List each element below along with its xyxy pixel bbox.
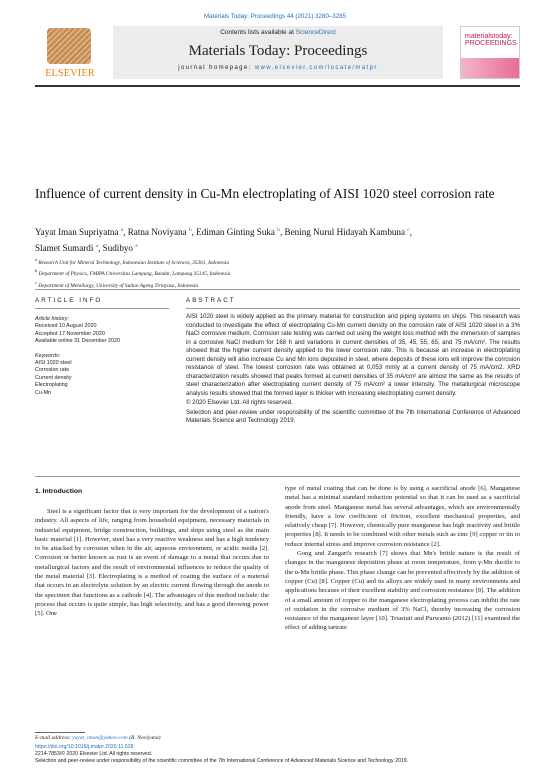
affiliation-item — [35, 267, 520, 278]
doi-link[interactable]: https://doi.org/10.1016/j.matpr.2020.11.528 — [35, 744, 134, 750]
keyword-item: Current density — [35, 374, 72, 381]
corresponding-email — [35, 735, 269, 741]
author-affil-link[interactable]: a — [95, 243, 99, 250]
intro-right-column — [285, 484, 520, 633]
journal-title: Materials Today: Proceedings — [188, 43, 368, 59]
intro-paragraph: Gong and Zangari's research [7] shows that Mn's brittle nature is the result of changes in the manganese deposition phase at room temperature, from γ-Mn ductile to the α-Mn brittle phase. This phase change can be prevented effectively by the addition of copper (Cu) [8]. Copper (Cu) and its alloys are widely used in many environments and applications because of their excellent stability and corrosion resistance [9]. The addition of a small amount of copper to the manganese electroplating process can inhibit the rate of oxidation in the corrosive medium of 3% NaCl, thereby increasing the corrosion resistance of the manganese layer [10]. Triastuti and Purwanto (2012) [11] examined the effect of adding tartrate — [285, 550, 520, 632]
homepage-link[interactable]: www.elsevier.com/locate/matpr — [254, 65, 378, 71]
history-label: Article history: — [35, 316, 69, 322]
abstract-paragraph: AISI 1020 steel is widely applied as the primary material for construction and piping systems on ships. This research was conducted to investigate the effect of electroplating Cu-Mn current density on the corrosion rate of AISI 1020 steel in a 3% NaCl corrosive medium. Corrosion rate testing was carried out using the weight loss method with the immersion of samples in a corrosive NaCl medium for 168 h and variations in current densities of 35, 45, 55, 65, and 75 mA/cm². The results showed that the higher current density applied to the lower corrosion rate. This is because an increase in electroplating current density will also increase Cu and Mn ions deposited in steel, where deposits of these ions will improve the corrosion resistance of steel. The lowest corrosion rate was obtained at 0,053 mmly at a current density of 75 mA/cm2. XRD characterization results showed that peaks formed at current densities of 35 mA/cm² are almost the same as the results of steel characterization after electroplating current density of 75 mA/cm² a lower intensity. The metallurgical microscope analysis results showed that the formed layer is thicker with increasing electroplating current density. — [186, 313, 520, 397]
peer-review-note: Selection and peer-review under responsibility of the scientific committee of the 7th International Conference of Advanced Materials Science and Technology 2019. — [186, 408, 520, 424]
article-footer — [35, 744, 520, 764]
history-item: Accepted 17 November 2020 — [35, 330, 105, 337]
responsibility-line: Selection and peer-review under responsibility of the scientific committee of the 7th International Conference of Advanced Materials Science and Technology 2019. — [35, 757, 409, 764]
issn-line: 2214-7853/© 2020 Elsevier Ltd. All rights reserved. — [35, 750, 153, 757]
article-info-heading: ARTICLE INFO — [35, 297, 103, 304]
sciencedirect-link[interactable]: ScienceDirect — [295, 29, 336, 36]
author-name: Bening Nurul Hidayah Kambuna — [284, 227, 405, 238]
author-list: Yayat Iman Supriyatna $^a$, Ratna Noviyana $^b$, Ediman Ginting Suka $^b$, Bening Nurul Hidayah Kambuna $^c$, Slamet Sumardi $^a$, Sudibyo $^a$ — [35, 227, 413, 254]
header-divider — [35, 289, 520, 290]
intro-paragraph: type of metal coating that can be done is by using a sacrificial anode [6]. Manganese metal has a minimal standard reduction potential so that it can be used as a sacrificial anode from steel. Manganese metal has several advantages, which are environmentally friendly, have a low coefficient of friction, excellent mechanical properties, and relatively cheap [7]. However, chemically pure manganese has high reactivity and brittle properties [8]. It needs to be combined with other metals such as zinc [9] copper or tin to reduce internal stress and improve corrosion resistance [2]. — [285, 485, 520, 548]
affiliation-list — [35, 256, 520, 290]
abstract-body — [186, 313, 520, 427]
author-affil-link[interactable]: a — [135, 243, 138, 250]
author-affil-link[interactable]: c — [407, 227, 410, 233]
contents-line — [113, 26, 443, 36]
keywords-label: Keywords: — [35, 352, 61, 359]
elsevier-tree-icon — [47, 28, 91, 64]
intro-left-column: Steel is a significant factor that is very important for the development of a nation's industry. All aspects of life, ranging from household equipment, necessary materials in industrial equipment, bridge construction, buildings, and ships using steel as the main basic material [1]. However, steel has a very reactive weakness and has a high tendency to be attacked by corrosion when in the air, aqueous environment, or acidic media [2]. Corrosion or better known as rust is an event of damage to a metal that occurs due to metallurgical factors and the result of environmental influences to reduce the quality of the metal material [3]. Electroplating is a method of coating the surface of a material that occurs in an electrolyte solution by an electric current flowing through the anode to the specimen that functions as a cathode [4]. The advantages of this method include: the process that occurs is quite simple, has high selectivity, and has a good throwing power [5]. One — [35, 508, 269, 618]
author-affil-link[interactable]: a — [120, 227, 124, 233]
article-title: Influence of current density in Cu-Mn electroplating of AISI 1020 steel corrosion rate — [35, 186, 495, 201]
author-name: Ediman Ginting Suka — [196, 227, 275, 238]
author-affil-link[interactable]: b — [277, 227, 280, 233]
email-label: E-mail address: — [35, 735, 71, 741]
homepage-prefix: journal homepage: — [178, 65, 255, 71]
affiliation-text: Research Unit for Mineral Technology, Indonesian Institute of Sciences, 35361, Indonesia — [38, 259, 230, 266]
footnote-rule — [35, 732, 85, 733]
section-heading: 1. Introduction — [35, 488, 83, 495]
history-item: Received 10 August 2020 — [35, 323, 97, 330]
elsevier-logo[interactable] — [35, 26, 105, 79]
copyright-line: © 2020 Elsevier Ltd. All rights reserved. — [186, 399, 293, 406]
affiliation-text: Department of Physics, FMIPA Universitas Lampung, Bandar, Lampung 35145, Indonesia — [38, 271, 231, 278]
keyword-item: Cu-Mn — [35, 389, 52, 396]
keyword-item: AISI 1020 steel — [35, 360, 72, 367]
author-affil-link[interactable]: b — [188, 227, 192, 233]
author-name: Slamet Sumardi — [35, 243, 94, 254]
masthead-divider — [35, 85, 520, 87]
cover-title: materialstoday: PROCEEDINGS — [465, 33, 517, 47]
affiliation-mark: b — [35, 268, 38, 274]
author-name: Sudibyo — [102, 243, 133, 254]
author-name: Ratna Noviyana — [127, 227, 187, 238]
abstract-rule — [186, 308, 520, 309]
journal-homepage — [113, 65, 443, 71]
article-info-panel — [35, 316, 169, 397]
journal-masthead — [35, 26, 520, 79]
masthead-banner — [113, 26, 443, 79]
article-info-rule — [35, 308, 169, 309]
journal-cover-thumbnail[interactable] — [460, 26, 520, 79]
abstract-heading: ABSTRACT — [186, 297, 236, 304]
publisher-wordmark: ELSEVIER — [45, 68, 95, 79]
email-link[interactable]: yayat_iman@yahoo.com — [72, 735, 128, 741]
abstract-bottom-divider — [35, 476, 520, 477]
journal-citation[interactable]: Materials Today: Proceedings 44 (2021) 3280–3285 — [204, 13, 346, 20]
affiliation-mark: c — [35, 279, 37, 285]
contents-prefix: Contents lists available at — [220, 29, 296, 36]
affiliation-mark: a — [35, 257, 37, 262]
keyword-item: Electroplating — [35, 382, 68, 389]
keyword-item: Corrosion rate — [35, 367, 70, 374]
email-owner: (R. Noviyana) — [129, 735, 161, 741]
author-name: Yayat Iman Supriyatna — [35, 227, 119, 238]
history-item: Available online 31 December 2020 — [35, 338, 121, 345]
affiliation-text: Department of Metallurgy, University of Sultan Ageng Tirtayasa, Indonesia — [38, 282, 199, 289]
cover-graphic — [461, 58, 519, 78]
affiliation-item — [35, 256, 520, 267]
